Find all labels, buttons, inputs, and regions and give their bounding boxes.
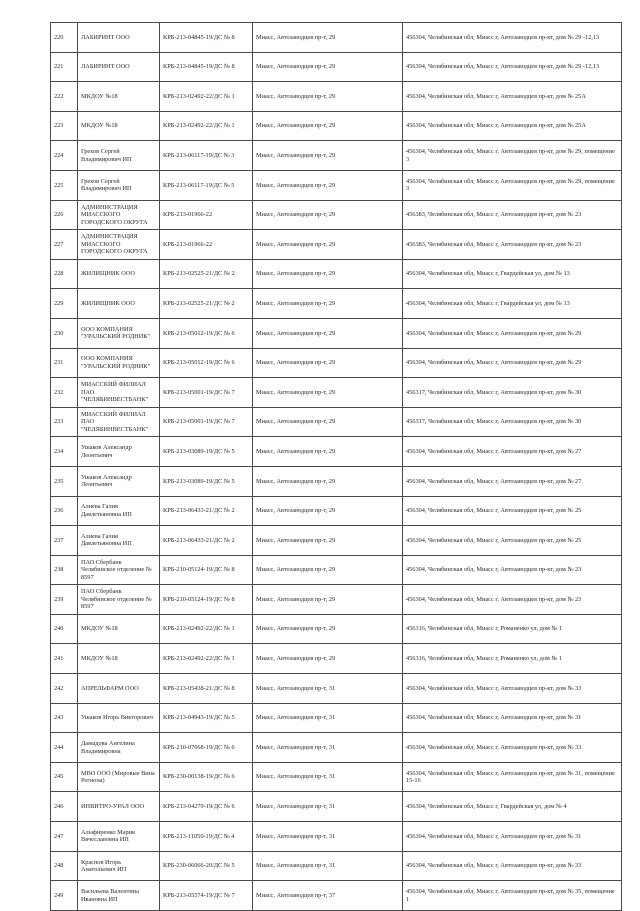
legal-address-cell: 456304, Челябинская обл, Миасс г, Гвардейская ул, дом № 13 xyxy=(403,259,622,289)
registry-code-cell: КРБ-213-02492-22/ДС № 1 xyxy=(160,111,253,141)
organization-name-cell: МВО ООО (Мировые Вина Региона) xyxy=(78,762,160,792)
organization-name-cell: Алиева Галия Давлетьяновна ИП xyxy=(78,496,160,526)
registry-code-cell: КРБ-213-05438-21/ДС № 8 xyxy=(160,674,253,704)
organization-name-cell: Ушаков Александр Леонтьевич xyxy=(78,437,160,467)
location-cell: Миасс, Автозаводцев пр-т, 29 xyxy=(253,407,403,437)
table-row xyxy=(51,496,622,526)
organization-name-cell: Давыдова Ангелина Владимировна xyxy=(78,733,160,763)
table-row xyxy=(51,318,622,348)
row-number-cell: 244 xyxy=(51,733,78,763)
table-row xyxy=(51,526,622,556)
location-cell: Миасс, Автозаводцев пр-т, 29 xyxy=(253,555,403,585)
location-cell: Миасс, Автозаводцев пр-т, 31 xyxy=(253,703,403,733)
location-cell: Миасс, Автозаводцев пр-т, 31 xyxy=(253,733,403,763)
organization-name-cell: ПАО Сбербанк Челябинское отделение № 8597 xyxy=(78,585,160,615)
organization-name-cell: МКДОУ №18 xyxy=(78,644,160,674)
registry-code-cell: КРБ-213-04279-19/ДС № 6 xyxy=(160,792,253,822)
organization-name-cell: МКДОУ №18 xyxy=(78,82,160,112)
row-number-cell: 223 xyxy=(51,111,78,141)
registry-code-cell: КРБ-213-06433-21/ДС № 2 xyxy=(160,526,253,556)
table-row xyxy=(51,437,622,467)
row-number-cell: 232 xyxy=(51,378,78,408)
organization-name-cell: Грехов Сергей Владимирович ИП xyxy=(78,141,160,171)
location-cell: Миасс, Автозаводцев пр-т, 29 xyxy=(253,23,403,53)
organization-name-cell: ЖИЛИЩНИК ООО xyxy=(78,259,160,289)
registry-code-cell: КРБ-213-06433-21/ДС № 2 xyxy=(160,496,253,526)
legal-address-cell: 456304, Челябинская обл, Миасс г, Автозаводцев пр-кт, дом № 27 xyxy=(403,437,622,467)
row-number-cell: 242 xyxy=(51,674,78,704)
registry-code-cell: КРБ-213-02525-21/ДС № 2 xyxy=(160,289,253,319)
location-cell: Миасс, Автозаводцев пр-т, 31 xyxy=(253,851,403,881)
location-cell: Миасс, Автозаводцев пр-т, 29 xyxy=(253,496,403,526)
legal-address-cell: 456304, Челябинская обл, Миасс г, Автозаводцев пр-кт, дом № 29, помещение 3 xyxy=(403,141,622,171)
registry-code-cell: КРБ-213-06117-19/ДС № 3 xyxy=(160,141,253,171)
registry-code-cell: КРБ-213-02492-22/ДС № 1 xyxy=(160,82,253,112)
location-cell: Миасс, Автозаводцев пр-т, 29 xyxy=(253,644,403,674)
registry-code-cell: КРБ-213-03089-19/ДС № 5 xyxy=(160,437,253,467)
organization-name-cell: Васильева Валентина Ивановна ИП xyxy=(78,881,160,911)
legal-address-cell: 456304, Челябинская обл, Миасс г, Автозаводцев пр-кт, дом № 23 xyxy=(403,555,622,585)
registry-code-cell: КРБ-210-05124-19/ДС № 8 xyxy=(160,555,253,585)
table-row xyxy=(51,378,622,408)
organization-name-cell: Грехов Сергей Владимирович ИП xyxy=(78,170,160,200)
table-row xyxy=(51,792,622,822)
legal-address-cell: 456317, Челябинская обл, Миасс г, Автозаводцев пр-кт, дом № 30 xyxy=(403,378,622,408)
organization-name-cell: ЛАБИРИНТ ООО xyxy=(78,52,160,82)
registry-code-cell: КРБ-213-11050-19/ДС № 4 xyxy=(160,822,253,852)
row-number-cell: 222 xyxy=(51,82,78,112)
location-cell: Миасс, Автозаводцев пр-т, 29 xyxy=(253,170,403,200)
location-cell: Миасс, Автозаводцев пр-т, 31 xyxy=(253,792,403,822)
registry-code-cell: КРБ-213-01966-22 xyxy=(160,230,253,260)
row-number-cell: 229 xyxy=(51,289,78,319)
row-number-cell: 248 xyxy=(51,851,78,881)
row-number-cell: 231 xyxy=(51,348,78,378)
legal-address-cell: 456304, Челябинская обл, Миасс г, Автозаводцев пр-кт, дом № 25 xyxy=(403,526,622,556)
organization-name-cell: АПРЕЛЬФАРМ ООО xyxy=(78,674,160,704)
organization-name-cell: ИНВИТРО-УРАЛ ООО xyxy=(78,792,160,822)
location-cell: Миасс, Автозаводцев пр-т, 29 xyxy=(253,378,403,408)
table-row xyxy=(51,170,622,200)
table-row xyxy=(51,555,622,585)
registry-code-cell: КРБ-210-07668-19/ДС № 6 xyxy=(160,733,253,763)
row-number-cell: 225 xyxy=(51,170,78,200)
row-number-cell: 221 xyxy=(51,52,78,82)
row-number-cell: 246 xyxy=(51,792,78,822)
table-row xyxy=(51,822,622,852)
location-cell: Миасс, Автозаводцев пр-т, 29 xyxy=(253,111,403,141)
organization-name-cell: МКДОУ №18 xyxy=(78,614,160,644)
legal-address-cell: 456304, Челябинская обл, Миасс г, Автозаводцев пр-кт, дом № 23 xyxy=(403,585,622,615)
registry-code-cell: КРБ-213-04845-19/ДС № 8 xyxy=(160,52,253,82)
registry-code-cell: КРБ-213-02492-22/ДС № 1 xyxy=(160,614,253,644)
row-number-cell: 238 xyxy=(51,555,78,585)
row-number-cell: 245 xyxy=(51,762,78,792)
legal-address-cell: 456316, Челябинская обл, Миасс г, Романенко ул, дом № 1 xyxy=(403,614,622,644)
location-cell: Миасс, Автозаводцев пр-т, 29 xyxy=(253,141,403,171)
registry-code-cell: КРБ-213-05574-19/ДС № 7 xyxy=(160,881,253,911)
table-row xyxy=(51,23,622,53)
organization-name-cell: МКДОУ №18 xyxy=(78,111,160,141)
legal-address-cell: 456383, Челябинская обл, Миасс г, Автозаводцев пр-кт, дом № 23 xyxy=(403,230,622,260)
organization-name-cell: АДМИНИСТРАЦИЯ МИАССКОГО ГОРОДСКОГО ОКРУГА xyxy=(78,230,160,260)
row-number-cell: 237 xyxy=(51,526,78,556)
legal-address-cell: 456304, Челябинская обл, Миасс г, Гвардейская ул, дом № 13 xyxy=(403,289,622,319)
table-row xyxy=(51,111,622,141)
legal-address-cell: 456304, Челябинская обл, Миасс г, Гвардейская ул, дом № 4 xyxy=(403,792,622,822)
registry-code-cell: КРБ-230-06066-20/ДС № 5 xyxy=(160,851,253,881)
location-cell: Миасс, Автозаводцев пр-т, 29 xyxy=(253,526,403,556)
row-number-cell: 241 xyxy=(51,644,78,674)
registry-code-cell: КРБ-213-05012-19/ДС № 6 xyxy=(160,318,253,348)
row-number-cell: 228 xyxy=(51,259,78,289)
row-number-cell: 220 xyxy=(51,23,78,53)
location-cell: Миасс, Автозаводцев пр-т, 29 xyxy=(253,318,403,348)
legal-address-cell: 456304, Челябинская обл, Миасс г, Автозаводцев пр-кт, дом № 33 xyxy=(403,851,622,881)
organization-name-cell: ООО КОМПАНИЯ "УРАЛЬСКИЙ РОДНИК" xyxy=(78,348,160,378)
row-number-cell: 239 xyxy=(51,585,78,615)
table-row xyxy=(51,82,622,112)
legal-address-cell: 456304, Челябинская обл, Миасс г, Автозаводцев пр-кт, дом № 31 xyxy=(403,703,622,733)
legal-address-cell: 456304, Челябинская обл, Миасс г, Автозаводцев пр-кт, дом № 31 xyxy=(403,822,622,852)
legal-address-cell: 456304, Челябинская обл, Миасс г, Автозаводцев пр-кт, дом № 25 xyxy=(403,496,622,526)
table-row xyxy=(51,881,622,911)
legal-address-cell: 456317, Челябинская обл, Миасс г, Автозаводцев пр-кт, дом № 30 xyxy=(403,407,622,437)
location-cell: Миасс, Автозаводцев пр-т, 31 xyxy=(253,674,403,704)
table-row xyxy=(51,259,622,289)
legal-address-cell: 456304, Челябинская обл, Миасс г, Автозаводцев пр-кт, дом № 33 xyxy=(403,674,622,704)
registry-table xyxy=(50,22,622,911)
organization-name-cell: МИАССКИЙ ФИЛИАЛ ПАО "ЧЕЛЯБИНВЕСТБАНК" xyxy=(78,378,160,408)
table-row xyxy=(51,466,622,496)
location-cell: Миасс, Автозаводцев пр-т, 31 xyxy=(253,822,403,852)
legal-address-cell: 456304, Челябинская обл, Миасс г, Автозаводцев пр-кт, дом № 29 -12,13 xyxy=(403,52,622,82)
table-row xyxy=(51,674,622,704)
organization-name-cell: ЖИЛИЩНИК ООО xyxy=(78,289,160,319)
table-row xyxy=(51,141,622,171)
row-number-cell: 240 xyxy=(51,614,78,644)
registry-code-cell: КРБ-213-01966-22 xyxy=(160,200,253,230)
organization-name-cell: Ушаков Игорь Викторович xyxy=(78,703,160,733)
organization-name-cell: ЛАБИРИНТ ООО xyxy=(78,23,160,53)
row-number-cell: 234 xyxy=(51,437,78,467)
location-cell: Миасс, Автозаводцев пр-т, 29 xyxy=(253,289,403,319)
table-row xyxy=(51,52,622,82)
location-cell: Миасс, Автозаводцев пр-т, 29 xyxy=(253,348,403,378)
row-number-cell: 247 xyxy=(51,822,78,852)
legal-address-cell: 456383, Челябинская обл, Миасс г, Автозаводцев пр-кт, дом № 23 xyxy=(403,200,622,230)
location-cell: Миасс, Автозаводцев пр-т, 31 xyxy=(253,762,403,792)
table-row xyxy=(51,348,622,378)
organization-name-cell: Алыфиренко Мария Вячеславовна ИП xyxy=(78,822,160,852)
table-row xyxy=(51,585,622,615)
organization-name-cell: Алиева Галия Давлетьяновна ИП xyxy=(78,526,160,556)
organization-name-cell: АДМИНИСТРАЦИЯ МИАССКОГО ГОРОДСКОГО ОКРУГА xyxy=(78,200,160,230)
row-number-cell: 224 xyxy=(51,141,78,171)
organization-name-cell: Ушаков Александр Леонтьевич xyxy=(78,466,160,496)
table-row xyxy=(51,733,622,763)
registry-code-cell: КРБ-210-05124-19/ДС № 8 xyxy=(160,585,253,615)
legal-address-cell: 456304, Челябинская обл, Миасс г, Автозаводцев пр-кт, дом № 29 xyxy=(403,348,622,378)
legal-address-cell: 456304, Челябинская обл, Миасс г, Автозаводцев пр-кт, дом № 29, помещение 3 xyxy=(403,170,622,200)
location-cell: Миасс, Автозаводцев пр-т, 29 xyxy=(253,200,403,230)
registry-code-cell: КРБ-213-02492-22/ДС № 1 xyxy=(160,644,253,674)
location-cell: Миасс, Автозаводцев пр-т, 29 xyxy=(253,82,403,112)
table-row xyxy=(51,644,622,674)
registry-code-cell: КРБ-213-05001-19/ДС № 7 xyxy=(160,407,253,437)
table-row xyxy=(51,200,622,230)
location-cell: Миасс, Автозаводцев пр-т, 29 xyxy=(253,230,403,260)
table-row xyxy=(51,407,622,437)
legal-address-cell: 456304, Челябинская обл, Миасс г, Автозаводцев пр-кт, дом № 27 xyxy=(403,466,622,496)
registry-code-cell: КРБ-213-02525-21/ДС № 2 xyxy=(160,259,253,289)
row-number-cell: 249 xyxy=(51,881,78,911)
legal-address-cell: 456304, Челябинская обл, Миасс г, Автозаводцев пр-кт, дом № 29 -12,13 xyxy=(403,23,622,53)
registry-code-cell: КРБ-213-03089-19/ДС № 5 xyxy=(160,466,253,496)
row-number-cell: 230 xyxy=(51,318,78,348)
legal-address-cell: 456304, Челябинская обл, Миасс г, Автозаводцев пр-кт, дом № 33 xyxy=(403,733,622,763)
location-cell: Миасс, Автозаводцев пр-т, 37 xyxy=(253,881,403,911)
legal-address-cell: 456316, Челябинская обл, Миасс г, Романенко ул, дом № 1 xyxy=(403,644,622,674)
location-cell: Миасс, Автозаводцев пр-т, 29 xyxy=(253,52,403,82)
legal-address-cell: 456304, Челябинская обл, Миасс г, Автозаводцев пр-кт, дом № 35, помещение 1 xyxy=(403,881,622,911)
registry-table-body xyxy=(51,23,622,911)
registry-code-cell: КРБ-230-00138-19/ДС № 6 xyxy=(160,762,253,792)
registry-code-cell: КРБ-213-05001-19/ДС № 7 xyxy=(160,378,253,408)
organization-name-cell: ООО КОМПАНИЯ "УРАЛЬСКИЙ РОДНИК" xyxy=(78,318,160,348)
location-cell: Миасс, Автозаводцев пр-т, 29 xyxy=(253,466,403,496)
row-number-cell: 236 xyxy=(51,496,78,526)
row-number-cell: 243 xyxy=(51,703,78,733)
table-row xyxy=(51,703,622,733)
row-number-cell: 233 xyxy=(51,407,78,437)
table-row xyxy=(51,289,622,319)
table-row xyxy=(51,762,622,792)
row-number-cell: 226 xyxy=(51,200,78,230)
row-number-cell: 235 xyxy=(51,466,78,496)
legal-address-cell: 456304, Челябинская обл, Миасс г, Автозаводцев пр-кт, дом № 29 xyxy=(403,318,622,348)
location-cell: Миасс, Автозаводцев пр-т, 29 xyxy=(253,614,403,644)
registry-code-cell: КРБ-213-04943-19/ДС № 5 xyxy=(160,703,253,733)
organization-name-cell: МИАССКИЙ ФИЛИАЛ ПАО "ЧЕЛЯБИНВЕСТБАНК" xyxy=(78,407,160,437)
location-cell: Миасс, Автозаводцев пр-т, 29 xyxy=(253,437,403,467)
table-row xyxy=(51,851,622,881)
legal-address-cell: 456304, Челябинская обл, Миасс г, Автозаводцев пр-кт, дом № 25А xyxy=(403,82,622,112)
registry-code-cell: КРБ-213-05012-19/ДС № 6 xyxy=(160,348,253,378)
organization-name-cell: ПАО Сбербанк Челябинское отделение № 8597 xyxy=(78,555,160,585)
legal-address-cell: 456304, Челябинская обл, Миасс г, Автозаводцев пр-кт, дом № 25А xyxy=(403,111,622,141)
table-row xyxy=(51,614,622,644)
registry-code-cell: КРБ-213-06117-19/ДС № 5 xyxy=(160,170,253,200)
table-row xyxy=(51,230,622,260)
row-number-cell: 227 xyxy=(51,230,78,260)
organization-name-cell: Краснов Игорь Анатольевич ИП xyxy=(78,851,160,881)
location-cell: Миасс, Автозаводцев пр-т, 29 xyxy=(253,585,403,615)
legal-address-cell: 456304, Челябинская обл, Миасс г, Автозаводцев пр-кт, дом № 31, помещение 15-16 xyxy=(403,762,622,792)
location-cell: Миасс, Автозаводцев пр-т, 29 xyxy=(253,259,403,289)
registry-code-cell: КРБ-213-04845-19/ДС № 8 xyxy=(160,23,253,53)
